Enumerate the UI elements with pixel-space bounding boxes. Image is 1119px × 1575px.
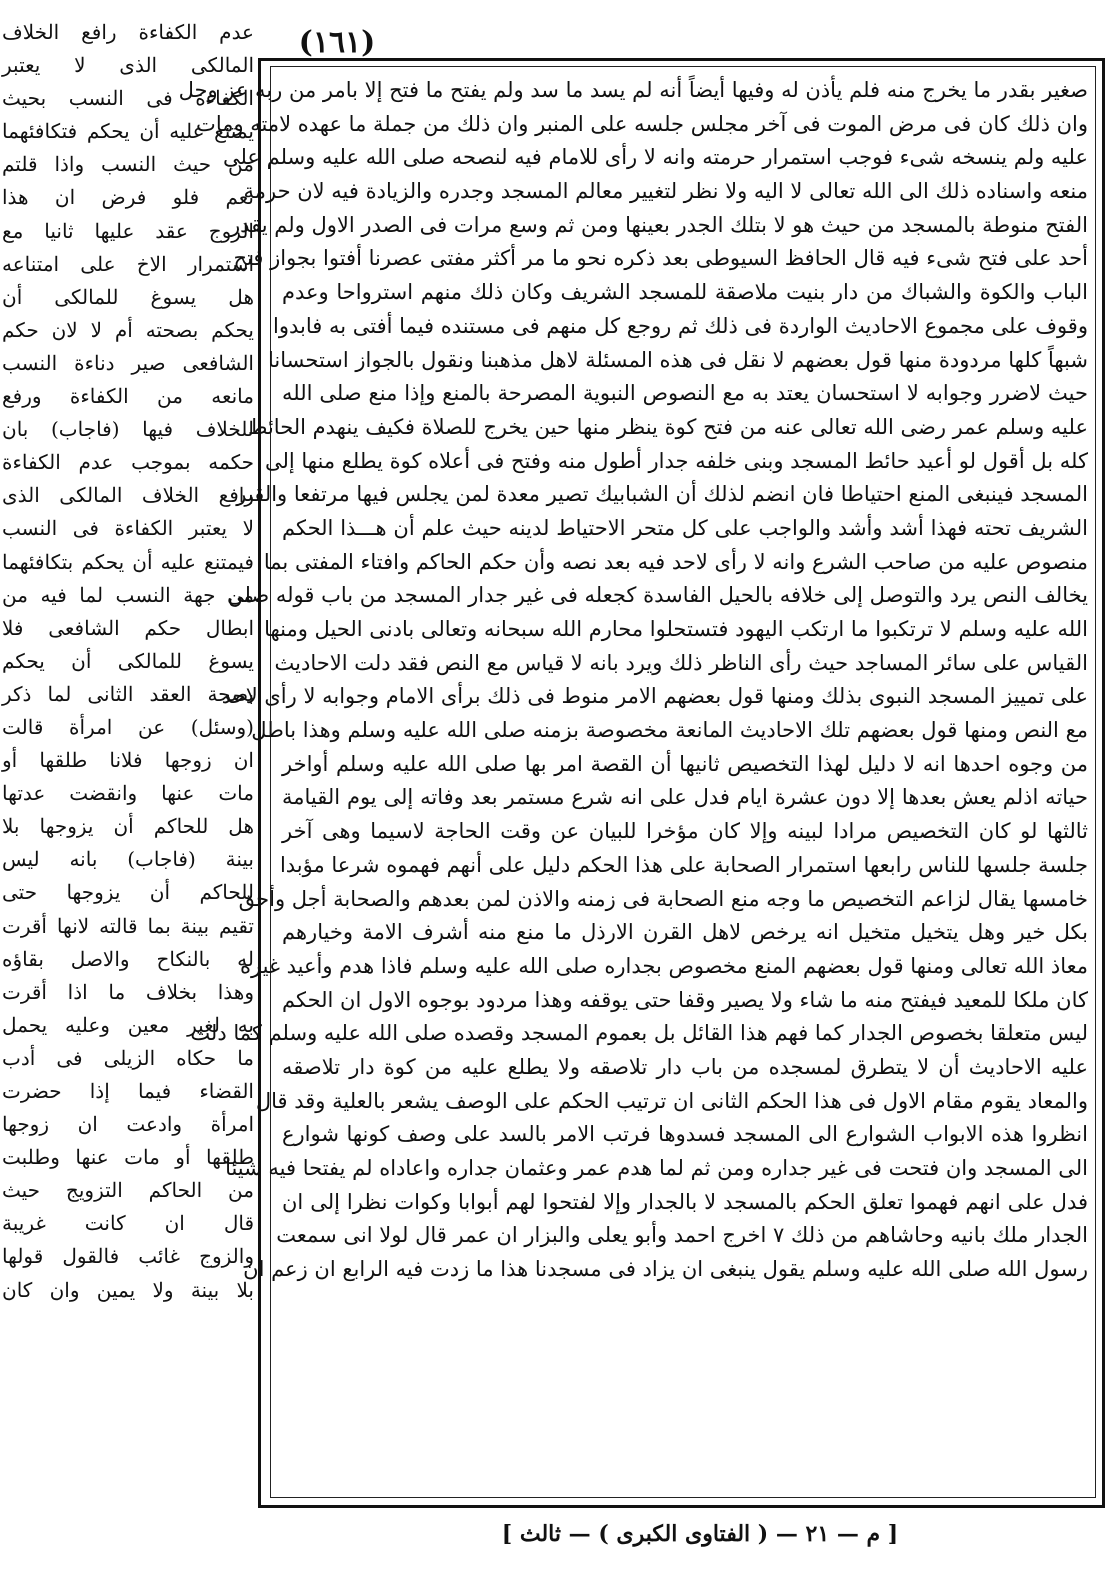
main-text-line: كله بل أقول لو أعيد حائط المسجد وبنى خلفه جدار أطول منه وفتح فى أعلاه كوة يطلع منها إلى [265, 448, 1088, 473]
main-text-line: منعه واسناده ذلك الى الله تعالى لا اليه ولا نظر لتغيير معالم المسجد وجدره والزيادة فيه لان حرمة [243, 179, 1088, 204]
margin-note-line: هل يسوغ للمالكى أن [2, 284, 254, 309]
margin-note-line: الكفاءة فى النسب بحيث [2, 86, 254, 111]
margin-note-line: الزوج عقد عليها ثانيا مع [2, 218, 254, 243]
margin-note-line: الشافعى صير دناءة النسب [2, 350, 254, 375]
main-text-line: الجدار ملك بانيه وحاشاهم من ذلك ٧ اخرج احمد وأبو يعلى والبزار ان عمر قال لولا انى سمعت [276, 1223, 1088, 1248]
margin-note-line: به لغير معين وعليه يحمل [2, 1012, 254, 1037]
margin-note-line: قال ان كانت غريبة [2, 1211, 254, 1236]
main-text-line: ليس متعلقا بخصوص الجدار كما فهم هذا القائل بل بعموم المسجد وقصده صلى الله عليه وسلم كما دلت [190, 1021, 1088, 1046]
margin-notes [2, 16, 254, 1566]
main-text-block [178, 74, 1088, 1494]
margin-note-line: من جهة النسب لما فيه من [2, 582, 254, 607]
margin-note-line: مات عنها وانقضت عدتها [2, 781, 254, 806]
main-text-line: كان ملكا للمعيد فيفتح منه ما شاء ولا يصير وقفا حتى يوقفه وهذا مردود بوجوه الاول ان الحكم [282, 987, 1088, 1012]
main-text-line: عليه ولم ينسخه شىء فوجب استمرار حرمته وانه لا رأى للامام فيه لنصحه صلى الله عليه وسلم على [222, 145, 1088, 170]
page-number: (١٦١) [298, 25, 376, 60]
margin-note-line: يحكم بصحته أم لا لان حكم [2, 317, 254, 342]
main-text-line: معاذ الله تعالى ومنها قول بعضهم المنع مخصوص بجداره صلى الله عليه وسلم فاذا هدم وأعيد غيره [240, 953, 1088, 978]
margin-note-line: حكمه بموجب عدم الكفاءة [2, 450, 254, 475]
margin-note-line: استمرار الاخ على امتناعه [2, 251, 254, 276]
margin-note-line: القضاء فيما إذا حضرت [2, 1079, 254, 1103]
main-text-line: بكل خير وهل يتخيل متخيل انه يرخص لاهل القرن الارذل ما منع منه أشرف الامة وخيارهم [282, 920, 1088, 945]
main-text-line: منصوص عليه من صاحب الشرع وانه لا رأى لاحد فيه بعد نصه وأن حكم الحاكم وافتاء المفتى بما [263, 549, 1088, 574]
margin-note-line: تقيم بينة بما قالته لانها أقرت [2, 913, 254, 938]
margin-note-line: بينة (فاجاب) بانه ليس [2, 847, 254, 872]
margin-note-line: ابطال حكم الشافعى فلا [2, 615, 254, 640]
main-text-line: يخالف النص يرد والتوصل إلى خلافه بالحيل الفاسدة كجعله فى غير جدار المسجد من باب قوله صلى [226, 583, 1088, 608]
margin-note-line: للحاكم أن يزوجها حتى [2, 880, 254, 905]
margin-note-line: نعم فلو فرض ان هذا [2, 185, 254, 210]
margin-note-line: يسوغ للمالكى أن يحكم [2, 648, 254, 673]
margin-note-line: بصحة العقد الثانى لما ذكر [2, 681, 254, 706]
margin-note-line: طلقها أو مات عنها وطلبت [2, 1145, 254, 1170]
main-text-line: فدل على انهم فهموا تعلق الحكم بالمسجد لا بالجدار وإلا لفتحوا لهم أبوابا وكوات نظرا إلى ان [282, 1189, 1088, 1214]
main-text-line: وان ذلك كان فى مرض الموت فى آخر مجلس جلسه على المنبر وان ذلك من جملة ما عهده لامته ومات [196, 111, 1088, 136]
margin-note-line: مانعه من الكفاءة ورفع [2, 384, 254, 409]
main-text-line: والمعاد يقوم مقام الاول فى هذا الحكم الثانى ان ترتيب الحكم على الوصف يشعر بالعلية وقد قال [255, 1088, 1088, 1113]
main-text-line: صغير بقدر ما يخرج منه فلم يأذن له وفيها أيضاً أنه لم يسد ما سد ولم يفتح ما فتح إلا بامر من ربه عز وجل [178, 78, 1088, 102]
main-text-line: الشريف تحته فهذا أشد وأشد والواجب على كل متحر الاحتياط لدينه حيث علم أن هـــذا الحكم [282, 515, 1088, 540]
margin-note-line: امرأة وادعت ان زوجها [2, 1112, 254, 1137]
main-text-line: رسول الله صلى الله عليه وسلم يقول ينبغى ان يزاد فى مسجدنا هذا ما زدت فيه الرابع ان زعم ان [243, 1257, 1088, 1282]
margin-note-line: رافع الخلاف المالكى الذى [2, 483, 254, 508]
main-text-line: على تمييز المسجد النبوى بذلك ومنها قول بعضهم الامر منوط فى ذلك برأى الامام وجوابه لا رأى لاحد [221, 684, 1088, 709]
margin-note-line: والزوج غائب فالقول قولها [2, 1244, 254, 1269]
main-text-line: الى المسجد وان فتحت فى غير جداره ومن ثم لما هدم عمر وعثمان جداره واعاداه لم يفتحا فيه شيئا [225, 1156, 1088, 1180]
margin-note-line: يمتنع عليه أن يحكم فتكافئهما [2, 119, 254, 144]
main-text-line: الله عليه وسلم لا ترتكبوا ما ارتكب اليهود فتستحلوا محارم الله سبحانه وتعالى بادنى الحيل ومنها [264, 617, 1088, 641]
footer-signature: [ م — ٢١ — ( الفتاوى الكبرى ) — ثالث ] [501, 1521, 899, 1547]
main-text-line: عليه الاحاديث أن لا يتطرق لمسجده من باب دار تلاصقه ولا يطلع عليه من كوة دار تلاصقه [282, 1054, 1088, 1079]
margin-note-line: ما حكاه الزيلى فى أدب [2, 1045, 254, 1070]
main-text-line: الباب والكوة والشباك من دار بنيت ملاصقة للمسجد الشريف وكان ذلك منهم استرواحا وعدم [282, 280, 1088, 305]
margin-note-line: له بالنكاح والاصل بقاؤه [2, 946, 254, 971]
main-text-line: مع النص ومنها قول بعضهم تلك الاحاديث المانعة مخصوصة بزمنه صلى الله عليه وسلم وهذا باطل [251, 718, 1088, 743]
margin-note-line: المالكى الذى لا يعتبر [2, 53, 254, 78]
main-text-line: الفتح منوطة بالمسجد من حيث هو لا بتلك الجدر بعينها ومن ثم وسع مرات فى الصدر الاول ولم يقدر [229, 212, 1088, 237]
main-text-line: وقوف على مجموع الاحاديث الواردة فى ذلك ثم روجع كل منهم فى مستنده فيما أفتى به فابدوا [273, 313, 1088, 338]
main-text-line: انظروا هذه الابواب الشوارع الى المسجد فسدوها فرتب الامر بالسد على وصف كونها شوارع [282, 1122, 1088, 1147]
margin-note-line: من حيث النسب واذا قلتم [2, 152, 254, 177]
main-text-line: القياس على سائر المساجد حيث رأى الناظر ذلك ويرد بانه لا قياس مع النص فقد دلت الاحاديث [274, 650, 1088, 675]
margin-note-line: للخلاف فيها (فاجاب) بان [2, 417, 254, 442]
margin-note-line: لا يعتبر الكفاءة فى النسب [2, 516, 254, 541]
margin-note-line: ان زوجها فلانا طلقها أو [2, 748, 254, 773]
main-text-line: حياته اذلم يعش بعدها إلا دون عشرة ايام فدل على انه شرع مستمر بعد وفاته إلى يوم القيامة [282, 785, 1088, 810]
main-text-line: حيث لاضرر وجوابه لا استحسان يعتد به مع النصوص النبوية المصرحة بالمنع وإذا منع صلى الله [282, 381, 1088, 406]
main-text-line: ثالثها لو كان التخصيص مرادا لبينه وإلا كان مؤخرا للبيان عن وقت الحاجة لاسيما وهى آخر [282, 819, 1088, 844]
margin-note-line: فيمتنع عليه أن يحكم بتكافئهما [2, 549, 254, 574]
margin-note-line: من الحاكم التزويج حيث [2, 1178, 254, 1203]
margin-note-line: وهذا بخلاف ما اذا أقرت [2, 979, 254, 1004]
main-text-line: جلسة جلسها للناس رابعها استمرار الصحابة على هذا الحكم دليل على أنهم فهموه شرعا مؤبدا [279, 852, 1088, 877]
margin-note-line: هل للحاكم أن يزوجها بلا [2, 814, 254, 839]
margin-note-line: عدم الكفاءة رافع الخلاف [2, 20, 254, 44]
margin-note-line: (وسئل) عن امرأة قالت [2, 714, 254, 739]
main-text-line: شبهاً كلها مردودة منها قول بعضهم لا نقل فى هذه المسئلة لاهل مذهبنا ونقول بالجواز استحسانا [268, 347, 1088, 372]
main-text-line: خامسها يقال لزاعم التخصيص ما وجه منع الصحابة فى زمنه والاذن لمن بعدهم والصحابة أجل وأحق [238, 886, 1088, 911]
margin-note-line: بلا بينة ولا يمين وان كان [2, 1277, 254, 1302]
main-text-line: أحد على فتح شىء فيه قال الحافظ السيوطى بعد ذكره نحو ما مر أكثر مفتى عصرنا أفتوا بجواز فتح [233, 246, 1088, 271]
main-text-line: عليه وسلم عمر رضى الله تعالى عنه من فتح كوة ينظر منها حين يخرج للصلاة فكيف ينهدم الحائط [248, 414, 1088, 439]
main-text-line: المسجد فينبغى المنع احتياطا فان انضم لذلك أن الشبابيك تصير معدة لمن يجلس فيها مرتفعا والقبر [236, 482, 1088, 507]
main-text-line: من وجوه احدها انه لا دليل لهذا التخصيص ثانيها أن القصة امر بها صلى الله عليه وسلم أواخر [282, 751, 1088, 776]
